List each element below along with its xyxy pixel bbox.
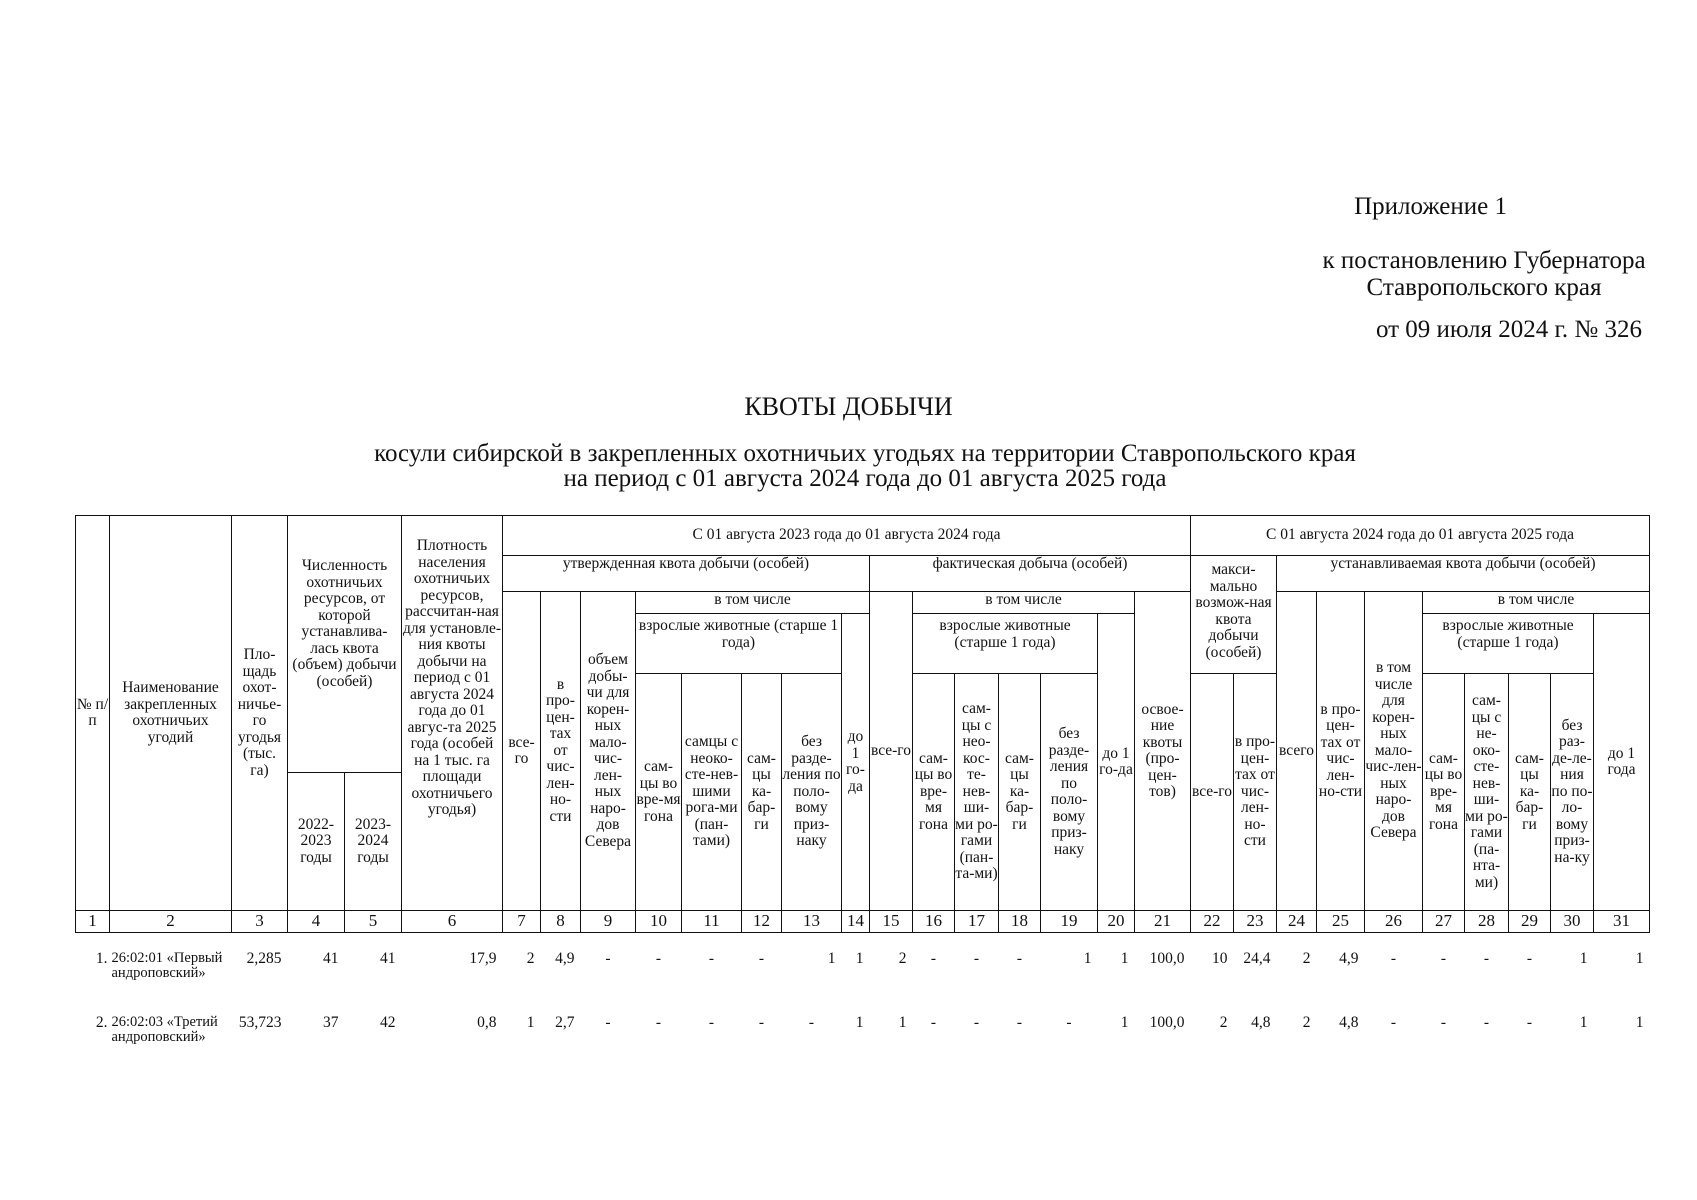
table-cell: 1: [855, 950, 864, 967]
table-cell: -: [1483, 1013, 1490, 1031]
col-name-header: Наименование закрепленных охотничьих угодий: [110, 516, 232, 911]
quota-table: [75, 515, 1650, 1061]
column-number: 7: [503, 911, 541, 933]
table-cell: -: [930, 950, 937, 967]
table-cell: -: [1390, 950, 1397, 967]
appendix-reference: [1289, 247, 1679, 301]
actual-adults-header: взрослые животные (старше 1 года): [913, 614, 1098, 674]
table-cell: -: [1016, 1013, 1023, 1031]
col10-males-rut-header: сам-цы во вре-мя гона: [636, 674, 682, 911]
column-number: 9: [581, 911, 636, 933]
column-number: 20: [1098, 911, 1135, 933]
actual-harvest-header: фактическая добыча (особей): [870, 556, 1191, 592]
col8-pct-header: в про-цен-тах от чис-лен-но-сти: [541, 592, 581, 911]
table-cell: 2: [1302, 1013, 1311, 1031]
col16-males-rut-header: сам-цы во вре-мя гона: [913, 674, 955, 911]
table-cell: -: [708, 950, 715, 967]
table-cell: 37: [323, 1013, 339, 1031]
col-population-header: [288, 516, 402, 773]
column-number: 11: [682, 911, 742, 933]
column-number: 3: [232, 911, 288, 933]
table-cell: 41: [323, 950, 339, 967]
set-quota-header: устанавливаемая квота добычи (особей): [1277, 556, 1650, 592]
col25-pct-header: в про-цен-тах от чис-лен-но-сти: [1317, 592, 1365, 911]
col4-year-header: 2022-2023 годы: [288, 773, 345, 911]
col5-year-header: 2023-2024 годы: [345, 773, 402, 911]
column-number: 21: [1135, 911, 1191, 933]
table-cell: -: [655, 950, 662, 967]
table-cell: -: [605, 1013, 611, 1031]
col27-males-rut-header: сам-цы во вре-мя гона: [1423, 674, 1465, 911]
table-cell: -: [655, 1013, 662, 1031]
table-cell: 0,8: [477, 1013, 497, 1031]
column-number: 23: [1234, 911, 1277, 933]
col-num-header: № п/п: [76, 516, 110, 911]
column-number: 28: [1465, 911, 1509, 933]
table-cell: 24,4: [1243, 950, 1271, 967]
table-cell: 2: [1219, 1013, 1228, 1031]
col17-males-unossified-header: сам-цы с нео-кос-те-нев-ши-ми ро-гами (пан-та-ми): [955, 674, 999, 911]
table-cell: 2,285: [246, 950, 282, 967]
table-cell: 1: [898, 1013, 907, 1031]
period1-header: С 01 августа 2023 года до 01 августа 2024 года: [503, 516, 1191, 556]
col20-under1-header: до 1 го-да: [1098, 614, 1135, 911]
column-number: 1: [76, 911, 110, 933]
document-title: КВОТЫ ДОБЫЧИ: [744, 392, 953, 421]
table-cell: -: [808, 1013, 815, 1031]
table-body: [76, 933, 1650, 1061]
column-number: 15: [870, 911, 913, 933]
table-cell: -: [1440, 950, 1447, 967]
column-number: 10: [636, 911, 682, 933]
table-cell: 1: [1120, 950, 1129, 967]
column-number: 6: [402, 911, 503, 933]
table-cell: 4,9: [555, 950, 575, 967]
table-cell: -: [973, 950, 980, 967]
table-cell: 4,8: [1251, 1013, 1271, 1031]
column-number: 16: [913, 911, 955, 933]
row-index: 2.: [95, 1013, 108, 1031]
table-cell: 2: [1302, 950, 1311, 967]
column-number: 29: [1509, 911, 1551, 933]
col-population-label: Численность охотничьих ресурсов, от которой устанавлива-лась квота (объем) добычи (особей): [292, 557, 397, 690]
table-row: [76, 997, 1650, 1061]
set-adults-header: взрослые животные (старше 1 года): [1423, 614, 1594, 674]
col15-total-header: все-го: [870, 592, 913, 911]
col-density-header: Плотность населения охотничьих ресурсов, рассчитан-ная для установле-ния квоты добычи на период с 01 августа 2024 года до 01 авгус-та 2025 года (особей на 1 тыс. га площади охотничьего угодья): [402, 516, 503, 911]
col30-no-sex-header: без раз-де-ле-ния по по-ло-вому приз-на-ку: [1551, 674, 1594, 911]
document-subtitle: [300, 441, 1430, 491]
col18-kabarga-header: сам-цы ка-бар-ги: [999, 674, 1041, 911]
table-cell: 2: [898, 950, 907, 967]
col12-kabarga-header: сам-цы ка-бар-ги: [742, 674, 782, 911]
column-number: 2: [110, 911, 232, 933]
table-row: [76, 933, 1650, 997]
table-cell: -: [1483, 950, 1490, 967]
table-cell: -: [1440, 1013, 1447, 1031]
column-number: 31: [1594, 911, 1650, 933]
table-cell: -: [1016, 950, 1023, 967]
column-number: 12: [742, 911, 782, 933]
col-area-header: Пло-щадь охот-ничье-го угодья (тыс. га): [232, 516, 288, 911]
table-cell: 2: [526, 950, 535, 967]
document-subtitle-line2: на период с 01 августа 2024 года до 01 августа 2025 года: [563, 465, 1167, 492]
col11-males-unossified-header: самцы с неоко-сте-нев-шими рога-ми (пан-тами): [682, 674, 742, 911]
actual-incl-header: в том числе: [913, 592, 1135, 614]
col24-total-header: всего: [1277, 592, 1317, 911]
column-number: 5: [345, 911, 402, 933]
appendix-title: Приложение 1: [1354, 193, 1507, 220]
col7-total-header: все-го: [503, 592, 541, 911]
column-number: 13: [782, 911, 842, 933]
row-index: 1.: [95, 950, 108, 967]
column-number: 22: [1191, 911, 1234, 933]
table-cell: 1: [855, 1013, 864, 1031]
col23-pct-header: в про-цен-тах от чис-лен-но-сти: [1234, 674, 1277, 911]
appendix-reference-line1: к постановлению Губернатора: [1322, 247, 1646, 274]
table-cell: 1: [1635, 1013, 1644, 1031]
col21-utilization-header: освое-ние квоты (про-цен-тов): [1135, 592, 1191, 911]
column-number: 14: [842, 911, 870, 933]
table-cell: -: [708, 1013, 715, 1031]
table-cell: 4,8: [1339, 1013, 1359, 1031]
column-number-row: [76, 911, 1650, 933]
column-number: 24: [1277, 911, 1317, 933]
column-number: 19: [1041, 911, 1098, 933]
column-number: 4: [288, 911, 345, 933]
col9-indigenous-header: объем добы-чи для корен-ных мало-чис-лен-ных наро-дов Севера: [581, 592, 636, 911]
table-cell: 1: [1120, 1013, 1129, 1031]
table-cell: 42: [380, 1013, 396, 1031]
column-number: 25: [1317, 911, 1365, 933]
table-cell: -: [930, 1013, 937, 1031]
row-name: 26:02:01 «Первый андроповский»: [111, 950, 223, 981]
col28-males-unossified-header: сам-цы с не-око-сте-нев-ши-ми ро-гами (па-нта-ми): [1465, 674, 1509, 911]
appendix-reference-line2: Ставропольского края: [1366, 274, 1602, 301]
table-cell: 1: [1579, 950, 1588, 967]
table-cell: 53,723: [238, 1013, 282, 1031]
table-cell: -: [1066, 1013, 1072, 1031]
table-cell: 10: [1212, 950, 1228, 967]
column-number: 30: [1551, 911, 1594, 933]
table-cell: 1: [827, 950, 836, 967]
table-cell: 100,0: [1149, 950, 1185, 967]
table-cell: 1: [1635, 950, 1644, 967]
table-cell: 4,9: [1339, 950, 1359, 967]
table-cell: -: [1526, 950, 1533, 967]
table-cell: 41: [380, 950, 396, 967]
table-cell: 17,9: [469, 950, 497, 967]
col14-under1-header: до 1 го-да: [842, 614, 870, 911]
table-cell: -: [758, 950, 765, 967]
column-number: 8: [541, 911, 581, 933]
table-cell: 1: [1579, 1013, 1588, 1031]
col26-indigenous-header: в том числе для корен-ных мало-чис-лен-ных наро-дов Севера: [1365, 592, 1423, 911]
max-quota-header: макси-мально возмож-ная квота добычи (особей): [1191, 556, 1277, 674]
table-cell: -: [1390, 1013, 1397, 1031]
col31-under1-header: до 1 года: [1594, 614, 1650, 911]
column-number: 26: [1365, 911, 1423, 933]
table-cell: 1: [526, 1013, 535, 1031]
table-cell: -: [605, 950, 611, 967]
appendix-date: от 09 июля 2024 г. № 326: [1375, 316, 1642, 343]
column-number: 18: [999, 911, 1041, 933]
approved-adults-header: взрослые животные (старше 1 года): [636, 614, 842, 674]
table-cell: 2,7: [555, 1013, 575, 1031]
period2-header: С 01 августа 2024 года до 01 августа 2025 года: [1191, 516, 1650, 556]
column-number: 27: [1423, 911, 1465, 933]
col13-no-sex-header: без разде-ления по поло-вому приз-наку: [782, 674, 842, 911]
table-cell: -: [1526, 1013, 1533, 1031]
col22-total-header: все-го: [1191, 674, 1234, 911]
col19-no-sex-header: без разде-ления по поло-вому приз-наку: [1041, 674, 1098, 911]
set-incl-header: в том числе: [1423, 592, 1650, 614]
table-cell: 1: [1083, 950, 1092, 967]
table-cell: 100,0: [1149, 1013, 1185, 1031]
col29-kabarga-header: сам-цы ка-бар-ги: [1509, 674, 1551, 911]
table-cell: -: [758, 1013, 765, 1031]
column-number: 17: [955, 911, 999, 933]
approved-quota-header: утвержденная квота добычи (особей): [503, 556, 870, 592]
table-cell: -: [973, 1013, 980, 1031]
document-subtitle-line1: косули сибирской в закрепленных охотничьих угодьях на территории Ставропольского края: [374, 440, 1356, 467]
row-name: 26:02:03 «Третий андроповский»: [111, 1013, 218, 1045]
approved-incl-header: в том числе: [636, 592, 870, 614]
